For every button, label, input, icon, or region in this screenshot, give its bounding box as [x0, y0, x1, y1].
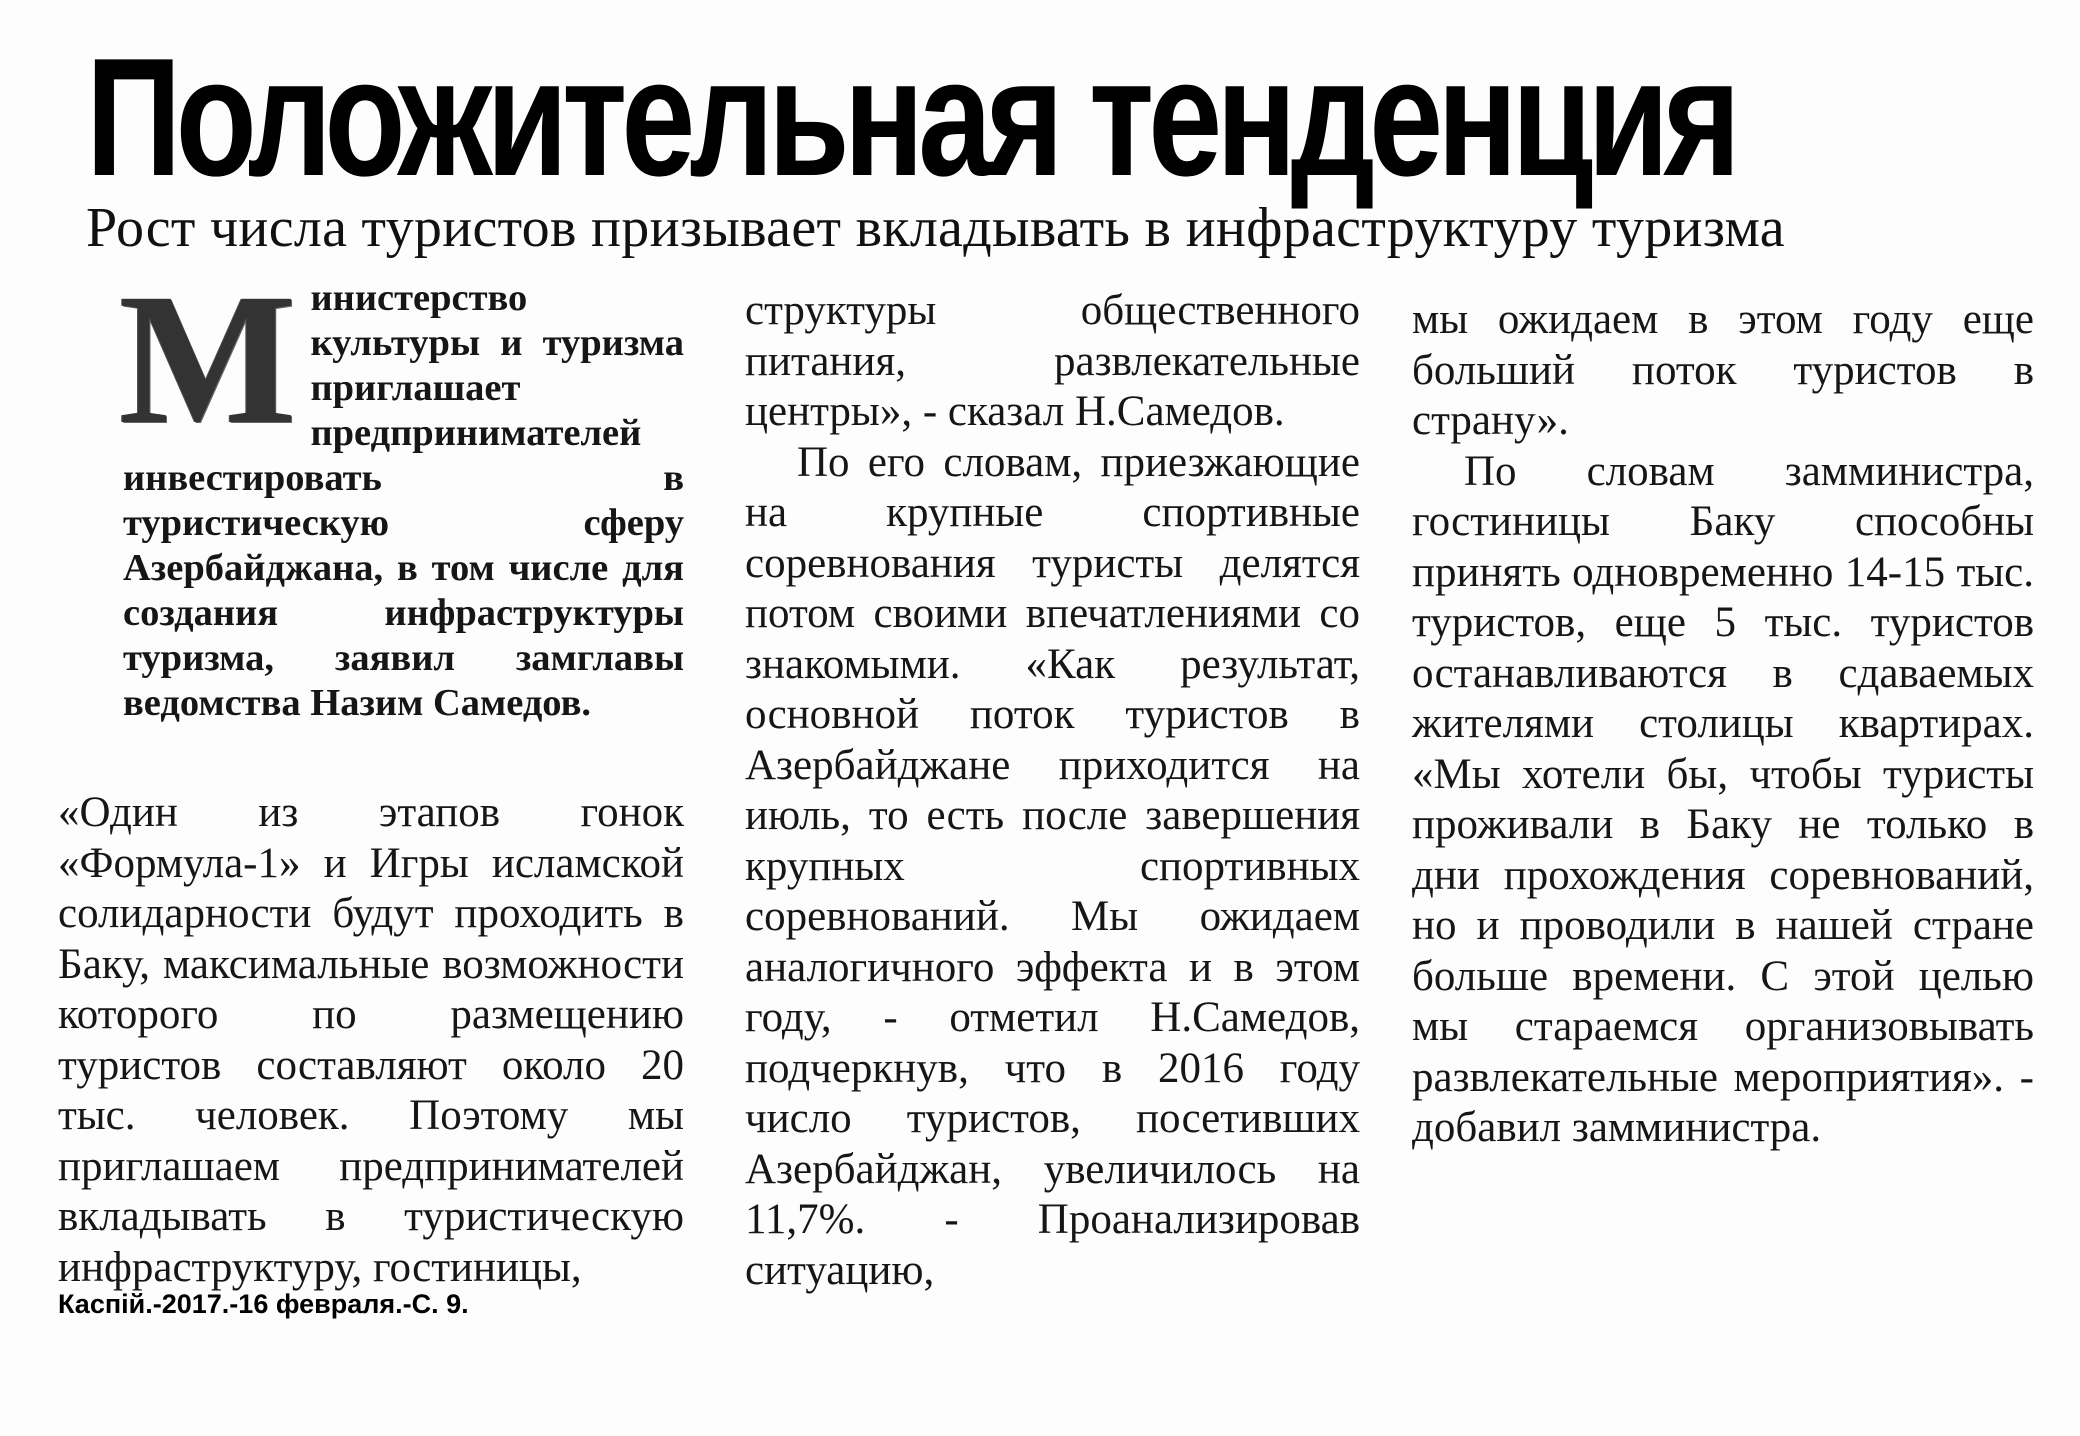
article-column-1 [58, 254, 684, 1293]
article-lead [119, 254, 684, 726]
article-subheadline: Рост числа туристов призывает вкладывать в инфраструктуру туризма [86, 197, 1785, 259]
article-column-3 [1412, 295, 2034, 1154]
lead-text: инистерство культуры и туризма приглашает предпринимателей инвестировать в туристическую сферу Азербайджана, в том числе для создания инфраструктуры туризма, заявил замглавы ведомства Назим Самедов. [123, 277, 684, 724]
article-column-2 [745, 286, 1360, 1296]
column-2-paragraph-2: По его словам, приезжающие на крупные спортивные соревнования туристы делятся потом своими впечатлениями со знакомыми. «Как результат, основной поток туристов в Азербайджане приходится на июль, то есть после завершения крупных спортивных соревнований. Мы ожидаем аналогичного эффекта и в этом году, - отметил Н.Самедов, подчеркнув, что в 2016 году число туристов, посетивших Азербайджан, увеличилось на 11,7%. - Проанализировав ситуацию, [745, 438, 1360, 1294]
column-1-paragraph: «Один из этапов гонок «Формула-1» и Игры исламской солидарности будут проходить в Баку, максимальные возможности которого по размещению туристов составляют около 20 тыс. человек. Поэтому мы приглашаем предпринимателей вкладывать в туристическую инфраструктуру, гостиницы, [58, 789, 684, 1291]
source-citation: Каспій.-2017.-16 февраля.-С. 9. [58, 1289, 469, 1319]
drop-cap: М [119, 254, 297, 463]
column-2-paragraph-1: структуры общественного питания, развлекательные центры», - сказал Н.Самедов. [745, 287, 1360, 435]
column-3-paragraph-2: По словам замминистра, гостиницы Баку способны принять одновременно 14-15 тыс. туристов, еще 5 тыс. туристов останавливаются в сдаваемых жителями столицы квартирах. «Мы хотели бы, чтобы туристы проживали в Баку не только в дни прохождения соревнований, но и проводили в нашей стране больше времени. С этой целью мы стараемся организовывать развлекательные мероприятия». - добавил замминистра. [1412, 447, 2034, 1151]
article-headline: Положительная тенденция [86, 22, 1735, 211]
column-3-paragraph-1: мы ожидаем в этом году еще больший поток туристов в страну». [1412, 296, 2034, 444]
